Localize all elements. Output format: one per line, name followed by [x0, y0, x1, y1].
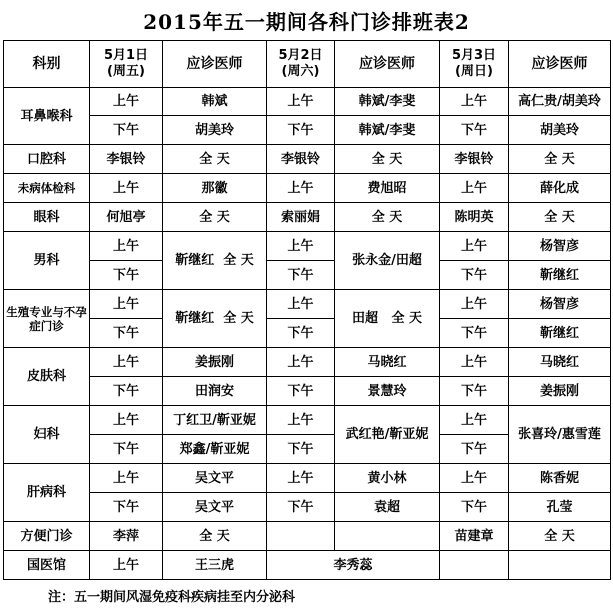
doctor-cell: 姜振刚	[163, 348, 267, 377]
session-cell: 上午	[267, 406, 335, 435]
empty-cell	[267, 522, 335, 551]
doctor-cell: 杨智彦	[509, 232, 611, 261]
doctor-cell: 姜振刚	[509, 377, 611, 406]
session-cell: 下午	[90, 261, 163, 290]
doctor-cell: 韩斌/李斐	[335, 116, 440, 145]
dept-name: 口腔科	[4, 145, 90, 174]
doctor-cell: 胡美玲	[509, 116, 611, 145]
doctor-cell: 田超 全 天	[335, 290, 440, 348]
dept-name: 国医馆	[4, 551, 90, 580]
doctor-cell: 韩斌	[163, 88, 267, 116]
col-header-day2: 5月2日 (周六)	[267, 41, 335, 88]
session-cell: 上午	[440, 464, 509, 493]
col-header-doctor: 应诊医师	[335, 41, 440, 88]
doctor-cell: 王三虎	[163, 551, 267, 580]
doctor-cell: 李银铃	[440, 145, 509, 174]
col-header-doctor: 应诊医师	[509, 41, 611, 88]
dept-name: 肝病科	[4, 464, 90, 522]
empty-cell	[440, 551, 509, 580]
session-cell: 上午	[90, 551, 163, 580]
page-title: 2015年五一期间各科门诊排班表2	[143, 9, 470, 34]
doctor-cell: 杨智彦	[509, 290, 611, 319]
doctor-cell: 丁红卫/靳亚妮	[163, 406, 267, 435]
doctor-cell: 李银铃	[90, 145, 163, 174]
doctor-cell: 李秀蕊	[267, 551, 440, 580]
doctor-cell: 袁超	[335, 493, 440, 522]
doctor-cell: 张永金/田超	[335, 232, 440, 290]
session-cell: 下午	[90, 377, 163, 406]
doctor-cell: 马晓红	[335, 348, 440, 377]
session-cell: 上午	[440, 348, 509, 377]
session-cell: 下午	[440, 435, 509, 464]
session-cell: 上午	[267, 348, 335, 377]
doctor-cell: 靳继红 全 天	[163, 290, 267, 348]
session-cell: 上午	[267, 174, 335, 203]
table-row	[4, 406, 611, 435]
doctor-cell: 郑鑫/靳亚妮	[163, 435, 267, 464]
doctor-cell: 何旭亭	[90, 203, 163, 232]
session-cell: 下午	[90, 435, 163, 464]
session-cell: 上午	[90, 464, 163, 493]
dept-name: 皮肤科	[4, 348, 90, 406]
session-cell: 下午	[440, 319, 509, 348]
session-cell: 上午	[90, 88, 163, 116]
table-row	[4, 493, 611, 522]
table-row	[4, 319, 611, 348]
doctor-cell: 孔莹	[509, 493, 611, 522]
session-cell: 上午	[440, 174, 509, 203]
session-cell: 上午	[267, 464, 335, 493]
table-row	[4, 232, 611, 261]
fullday-cell: 全 天	[163, 203, 267, 232]
dept-name: 方便门诊	[4, 522, 90, 551]
session-cell: 上午	[90, 290, 163, 319]
footnote: 注：五一期间风湿免疫科疾病挂至内分泌科	[48, 590, 296, 605]
doctor-cell: 靳继红	[509, 261, 611, 290]
doctor-cell: 苗建章	[440, 522, 509, 551]
doctor-cell: 田润安	[163, 377, 267, 406]
dept-name: 妇科	[4, 406, 90, 464]
doctor-cell: 靳继红	[509, 319, 611, 348]
table-row	[4, 464, 611, 493]
doctor-cell: 陈明英	[440, 203, 509, 232]
fullday-cell: 全 天	[163, 522, 267, 551]
header-row	[4, 41, 611, 88]
session-cell: 下午	[267, 116, 335, 145]
doctor-cell: 陈香妮	[509, 464, 611, 493]
doctor-cell: 高仁贵/胡美玲	[509, 88, 611, 116]
session-cell: 上午	[440, 290, 509, 319]
session-cell: 下午	[440, 377, 509, 406]
empty-cell	[335, 522, 440, 551]
session-cell: 下午	[90, 319, 163, 348]
session-cell: 下午	[267, 377, 335, 406]
dept-name: 未病体检科	[4, 174, 90, 203]
doctor-cell: 吴文平	[163, 464, 267, 493]
doctor-cell: 胡美玲	[163, 116, 267, 145]
doctor-cell: 李萍	[90, 522, 163, 551]
table-row	[4, 290, 611, 319]
fullday-cell: 全 天	[335, 203, 440, 232]
doctor-cell: 靳继红 全 天	[163, 232, 267, 290]
doctor-cell: 薛化成	[509, 174, 611, 203]
table-row	[4, 116, 611, 145]
table-row	[4, 261, 611, 290]
dept-name: 生殖专业与不孕症门诊	[4, 290, 90, 348]
col-header-doctor: 应诊医师	[163, 41, 267, 88]
session-cell: 上午	[440, 88, 509, 116]
doctor-cell: 吴文平	[163, 493, 267, 522]
session-cell: 下午	[440, 261, 509, 290]
fullday-cell: 全 天	[509, 145, 611, 174]
doctor-cell: 马晓红	[509, 348, 611, 377]
session-cell: 上午	[267, 290, 335, 319]
schedule-table	[3, 40, 611, 580]
session-cell: 下午	[440, 116, 509, 145]
session-cell: 下午	[267, 493, 335, 522]
table-row	[4, 145, 611, 174]
session-cell: 上午	[440, 232, 509, 261]
doctor-cell: 李银铃	[267, 145, 335, 174]
session-cell: 上午	[90, 232, 163, 261]
doctor-cell: 那徽	[163, 174, 267, 203]
session-cell: 下午	[90, 493, 163, 522]
doctor-cell: 韩斌/李斐	[335, 88, 440, 116]
table-row	[4, 88, 611, 116]
session-cell: 下午	[267, 261, 335, 290]
table-row	[4, 377, 611, 406]
fullday-cell: 全 天	[163, 145, 267, 174]
table-row	[4, 348, 611, 377]
session-cell: 上午	[90, 406, 163, 435]
session-cell: 上午	[267, 232, 335, 261]
fullday-cell: 全 天	[509, 522, 611, 551]
session-cell: 下午	[440, 493, 509, 522]
table-row	[4, 551, 611, 580]
table-row	[4, 522, 611, 551]
dept-name: 耳鼻喉科	[4, 88, 90, 145]
fullday-cell: 全 天	[335, 145, 440, 174]
session-cell: 上午	[440, 406, 509, 435]
doctor-cell: 索丽娟	[267, 203, 335, 232]
empty-cell	[509, 551, 611, 580]
table-row	[4, 203, 611, 232]
session-cell: 上午	[90, 174, 163, 203]
doctor-cell: 张喜玲/惠雪莲	[509, 406, 611, 464]
session-cell: 下午	[90, 116, 163, 145]
fullday-cell: 全 天	[509, 203, 611, 232]
dept-name: 男科	[4, 232, 90, 290]
session-cell: 上午	[267, 88, 335, 116]
session-cell: 下午	[267, 435, 335, 464]
col-header-day3: 5月3日 (周日)	[440, 41, 509, 88]
doctor-cell: 武红艳/靳亚妮	[335, 406, 440, 464]
dept-name: 眼科	[4, 203, 90, 232]
col-header-day1: 5月1日 (周五)	[90, 41, 163, 88]
doctor-cell: 黄小林	[335, 464, 440, 493]
session-cell: 上午	[90, 348, 163, 377]
table-row	[4, 174, 611, 203]
doctor-cell: 景慧玲	[335, 377, 440, 406]
doctor-cell: 费旭昭	[335, 174, 440, 203]
col-header-dept: 科别	[4, 41, 90, 88]
session-cell: 下午	[267, 319, 335, 348]
